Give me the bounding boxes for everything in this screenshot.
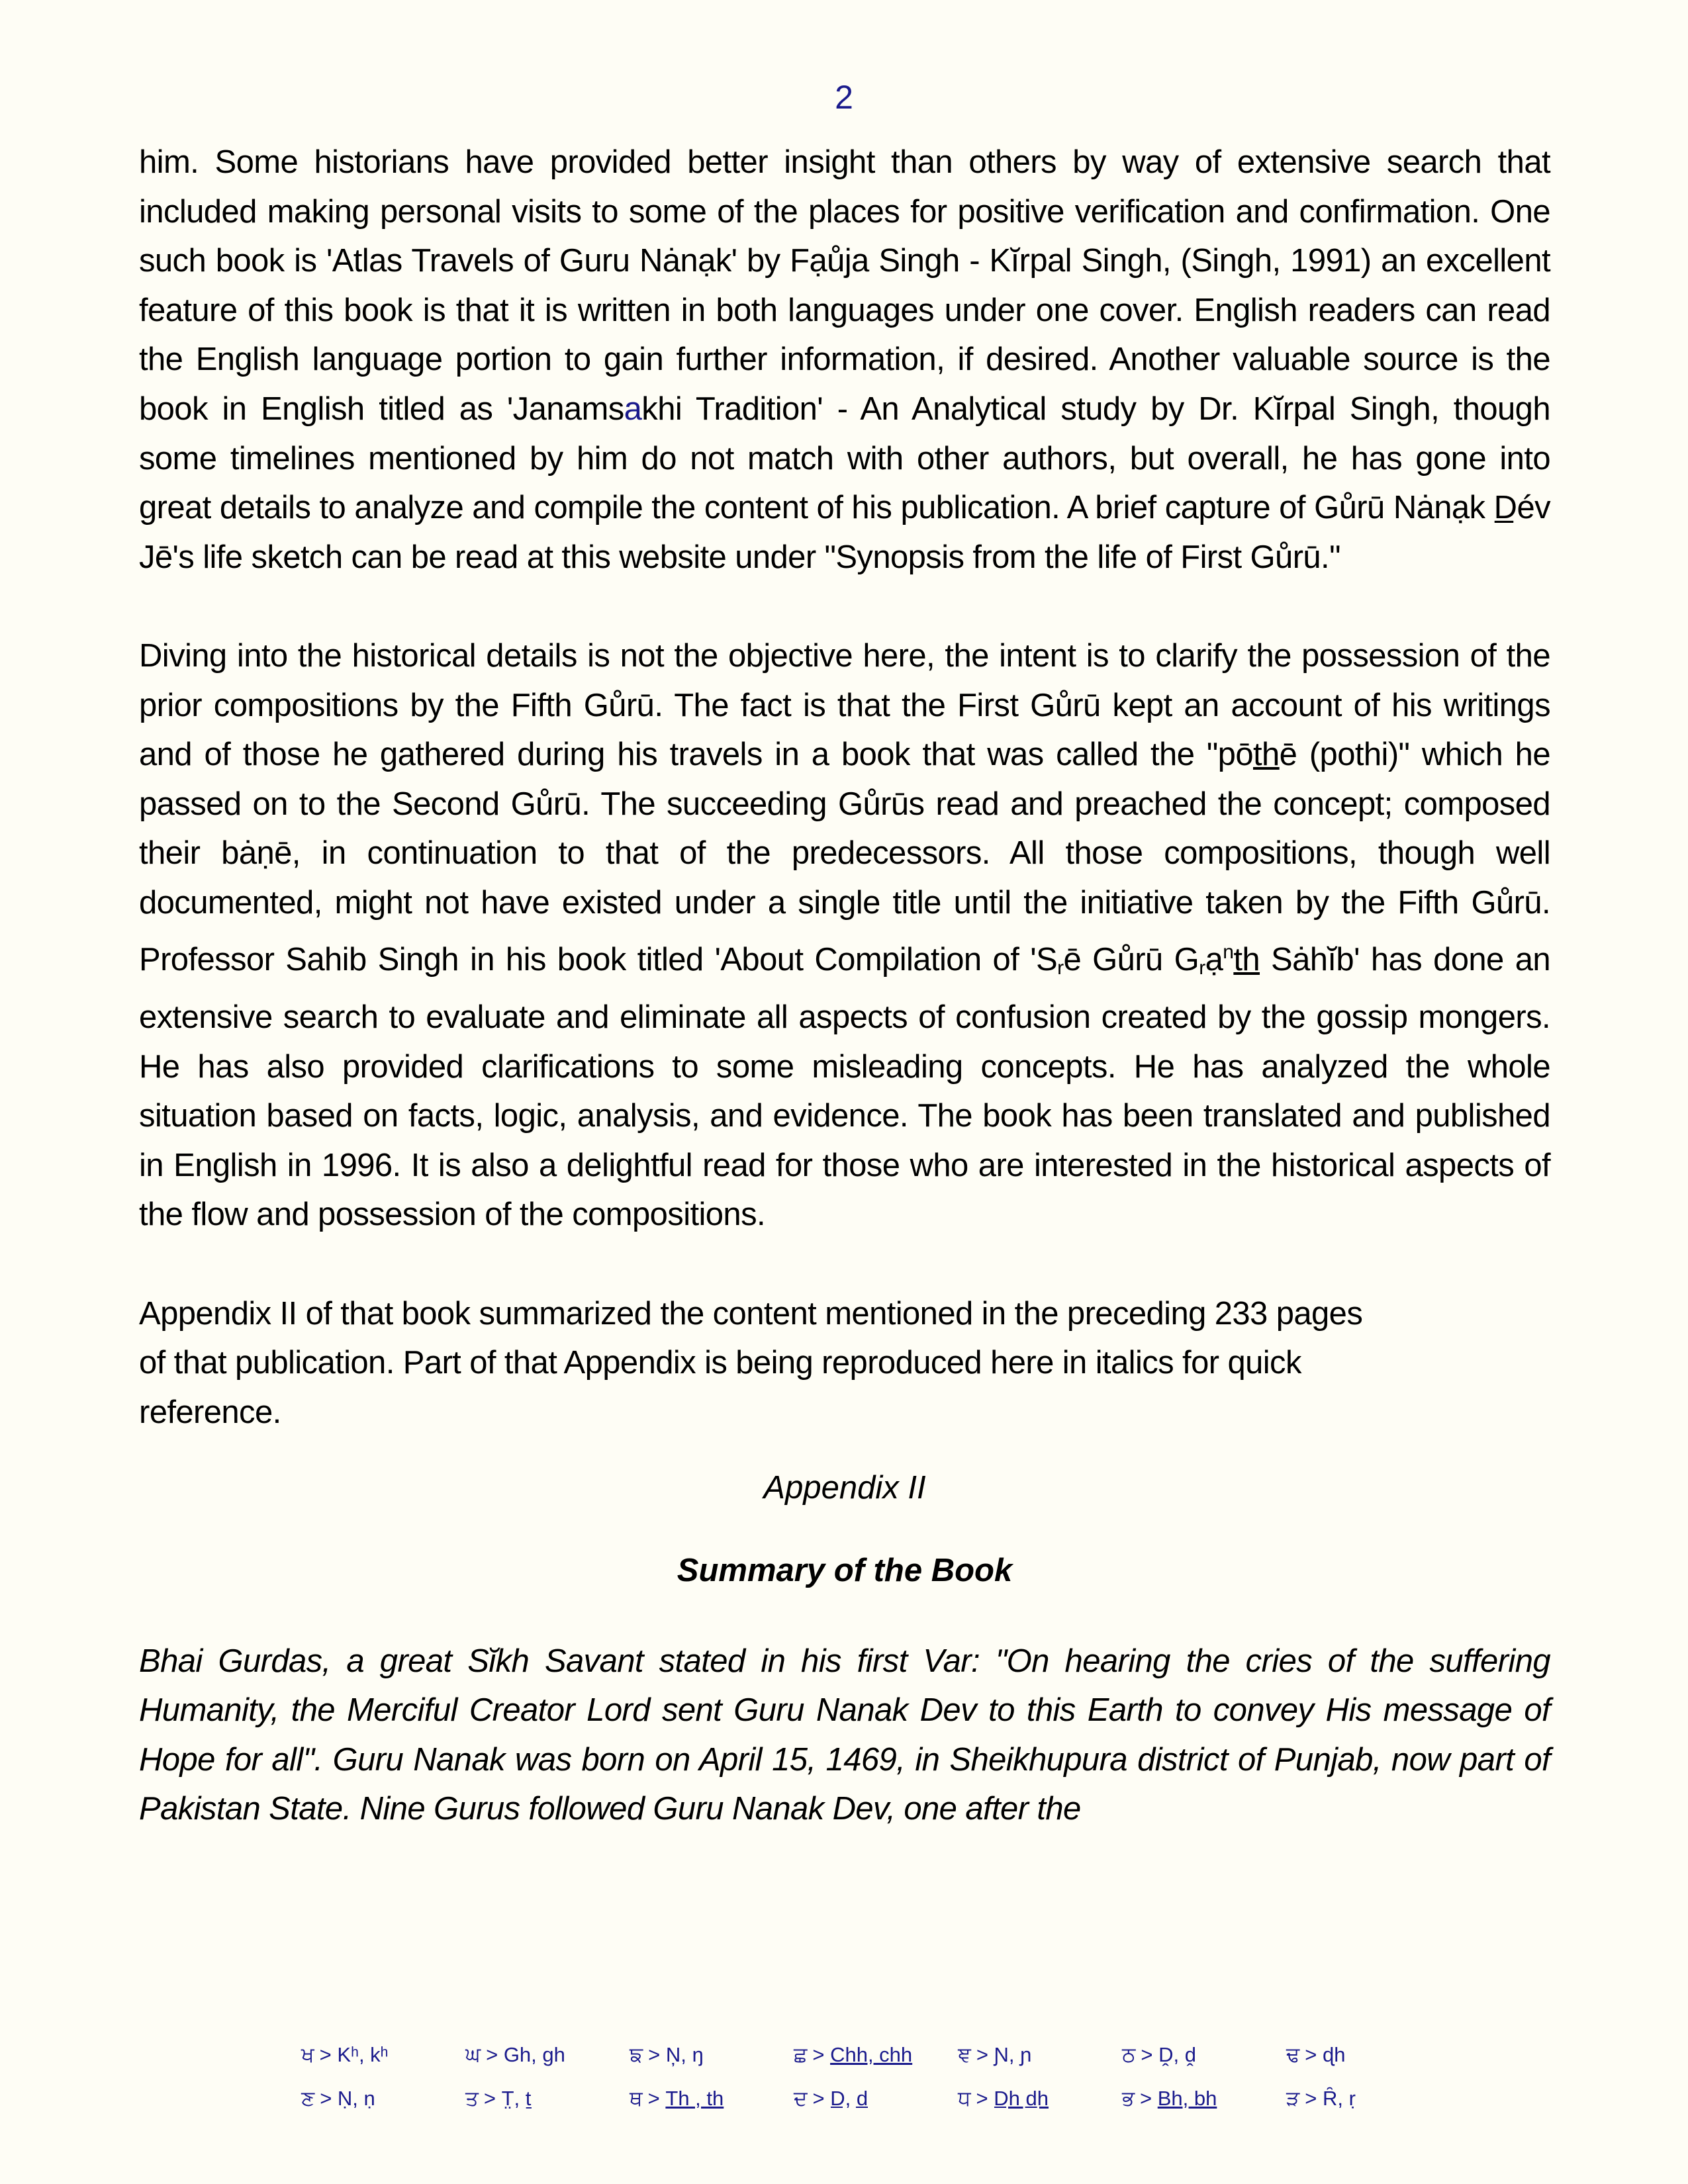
latin-equivalent: D̲, d̲ — [830, 2086, 868, 2110]
paragraph-spacer — [139, 582, 1550, 631]
key-item — [630, 2087, 794, 2111]
latin-equivalent: Kʰ, kʰ — [337, 2042, 389, 2066]
key-item — [1286, 2043, 1450, 2068]
paragraph-line: Appendix II of that book summarized the content mentioned in the preceding 233 pages — [139, 1295, 1363, 1332]
transliteration-key — [301, 2033, 1450, 2120]
arrow: > — [319, 2042, 332, 2066]
key-item — [794, 2043, 958, 2068]
underlined-text: th — [1252, 737, 1280, 773]
latin-equivalent: Ȓ, ṛ — [1322, 2086, 1356, 2110]
arrow: > — [1140, 2086, 1152, 2110]
latin-equivalent: D̲h d̲h — [994, 2086, 1049, 2110]
latin-equivalent: ɖh — [1322, 2042, 1346, 2066]
paragraph-text: Diving into the historical details is not the objective here, the intent is to clarify the possession of the prior compositions by the Fifth Gůrū. The fact is that the First Gůrū kept an account of his writings and of those he gathered during his travels in a book that was called the "pō — [139, 637, 1550, 773]
paragraph-appendix-intro — [139, 1289, 1550, 1437]
gurmukhi-letter: ੜ — [1286, 2086, 1300, 2110]
latin-equivalent: Bh, bh — [1157, 2086, 1217, 2110]
paragraph-line: reference. — [139, 1394, 281, 1430]
key-item — [958, 2043, 1122, 2068]
page-number: 2 — [835, 79, 853, 116]
gurmukhi-letter: ਙ — [630, 2042, 643, 2066]
paragraph-text: him. Some historians have provided better insight than others by way of extensive search that included making personal visits to some of the places for positive verification and confirmation. One such book is 'Atlas Travels of Guru Nȧnạk' by Fạůja Singh - Kĭrpal Singh, (Singh, 1991) an excellent feature of this book is that it is written in both languages under one cover. English readers can read the English language portion to gain further information, if desired. Another valuable source is the book in English titled as 'Janams — [139, 144, 1550, 427]
underlined-text: th — [1233, 941, 1260, 978]
arrow: > — [647, 2086, 660, 2110]
arrow: > — [976, 2042, 988, 2066]
latin-equivalent: Ɲ, ɲ — [994, 2042, 1032, 2066]
gurmukhi-letter: ਛ — [794, 2042, 808, 2066]
latin-equivalent: T̤, ṯ — [501, 2086, 532, 2110]
gurmukhi-letter: ਧ — [958, 2086, 971, 2110]
paragraph-line: of that publication. Part of that Appendix is being reproduced here in italics for quick — [139, 1345, 1301, 1381]
key-item — [630, 2043, 794, 2068]
section-spacer — [139, 1596, 1550, 1637]
gurmukhi-letter: ਣ — [301, 2086, 315, 2110]
latin-equivalent: N̦, ŋ — [665, 2042, 704, 2066]
key-item — [794, 2087, 958, 2111]
latin-equivalent: Ṇ, ṇ — [337, 2086, 375, 2110]
appendix-title: Appendix II — [763, 1470, 926, 1506]
key-item — [958, 2087, 1122, 2111]
key-item — [1122, 2043, 1286, 2068]
gurmukhi-letter: ਥ — [630, 2086, 643, 2110]
key-item — [301, 2087, 465, 2111]
paragraph-historians — [139, 138, 1550, 582]
paragraph-compositions — [139, 631, 1550, 1240]
superscript-n: n — [1223, 940, 1234, 963]
arrow: > — [648, 2042, 661, 2066]
paragraph-text: ạ — [1205, 941, 1223, 978]
arrow: > — [1141, 2042, 1153, 2066]
gurmukhi-letter: ਤ — [465, 2086, 479, 2110]
latin-equivalent: Th , th — [665, 2086, 724, 2110]
subscript-r: r — [1057, 956, 1064, 979]
gurmukhi-letter: ਖ — [301, 2042, 314, 2066]
gurmukhi-letter: ਦ — [794, 2086, 808, 2110]
paragraph-text: ē Gůrū G — [1063, 941, 1199, 978]
paragraph-text: ē (pothi)" which he passed on to the Second Gůrū. The succeeding Gůrūs read and preached the concept; composed their bȧṇē, in continuation to that of the predecessors. All those compositions, though well documented, might not have existed under a single title until the initiative taken by the Fifth Gůrū. Professor Sahib Singh in his book titled 'About Compilation of 'S — [139, 737, 1550, 978]
gurmukhi-letter: ਘ — [465, 2042, 481, 2066]
key-item — [465, 2087, 630, 2111]
arrow: > — [486, 2042, 498, 2066]
appendix-summary-text: Bhai Gurdas, a great Sĭkh Savant stated in his first Var: "On hearing the cries of the suffering Humanity, the Merciful Creator Lord sent Guru Nanak Dev to this Earth to convey His message of Hope for all". Guru Nanak was born on April 15, 1469, in Sheikhupura district of Punjab, now part of Pakistan State. Nine Gurus followed Guru Nanak Dev, one after the — [139, 1643, 1550, 1827]
document-body — [139, 138, 1550, 1834]
paragraph-text: khi Tradition' - An Analytical study by Dr. Kĭrpal Singh, though some timelines mentioned by him do not match with other authors, but overall, he has gone into great details to analyze and compile the content of his publication. A brief capture of Gůrū Nȧnạk D̲év Jē's life sketch can be read at this website under "Synopsis from the life of First Gůrū." — [139, 390, 1550, 575]
gurmukhi-letter: ਠ — [1122, 2042, 1136, 2066]
latin-equivalent: Gh, gh — [503, 2042, 565, 2066]
subscript-r: r — [1199, 956, 1205, 979]
key-item — [1286, 2087, 1450, 2111]
paragraph-spacer — [139, 1240, 1550, 1289]
arrow: > — [812, 2086, 825, 2110]
key-item — [465, 2043, 630, 2068]
gurmukhi-letter: ਢ — [1286, 2042, 1300, 2066]
arrow: > — [320, 2086, 332, 2110]
latin-equivalent: Chh, chh — [830, 2042, 913, 2066]
arrow: > — [812, 2042, 825, 2066]
key-item — [301, 2043, 465, 2068]
latin-equivalent: Ḓ, ḓ — [1158, 2042, 1196, 2066]
gurmukhi-letter: ਭ — [1122, 2086, 1135, 2110]
key-row-1 — [301, 2033, 1450, 2077]
arrow: > — [483, 2086, 496, 2110]
key-item — [1122, 2087, 1286, 2111]
gurmukhi-letter: ਞ — [958, 2042, 971, 2066]
paragraph-text: Sȧhĭb' has done an extensive search to evaluate and eliminate all aspects of confusion created by the gossip mongers. He has also provided clarifications to some misleading concepts. He has analyzed the whole situation based on facts, logic, analysis, and evidence. The book has been translated and published in English in 1996. It is also a delightful read for those who are interested in the historical aspects of the flow and possession of the compositions. — [139, 941, 1550, 1233]
appendix-subtitle: Summary of the Book — [677, 1553, 1013, 1589]
arrow: > — [976, 2086, 988, 2110]
key-row-2 — [301, 2077, 1450, 2120]
highlighted-letter: a — [624, 390, 642, 427]
arrow: > — [1305, 2086, 1317, 2110]
arrow: > — [1305, 2042, 1317, 2066]
